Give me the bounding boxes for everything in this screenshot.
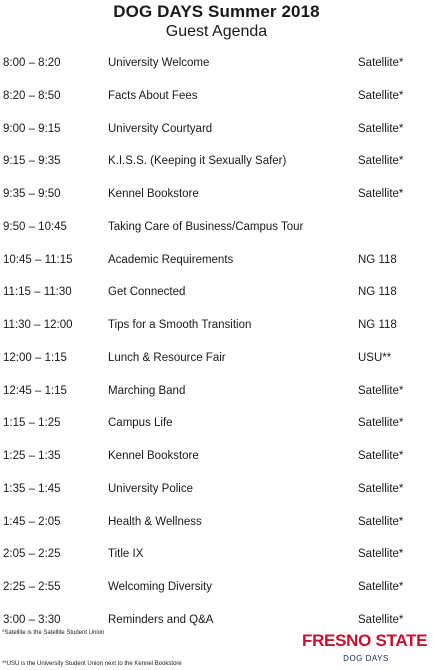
agenda-title: DOG DAYS Summer 2018 (113, 2, 320, 21)
agenda-location: Satellite* (358, 188, 404, 200)
fresno-state-logo (302, 632, 432, 668)
agenda-row (0, 348, 433, 368)
agenda-location: Satellite* (358, 515, 404, 528)
agenda-time: 9:50 – 10:45 (3, 220, 67, 233)
agenda-session: University Welcome (108, 57, 210, 69)
agenda-location: Satellite* (358, 57, 404, 69)
agenda-row (0, 282, 433, 302)
agenda-location: Satellite* (358, 417, 404, 430)
agenda-row (0, 544, 433, 564)
agenda-session: Health & Wellness (108, 515, 202, 528)
agenda-session: K.I.S.S. (Keeping it Sexually Safer) (108, 155, 287, 168)
agenda-location: NG 118 (358, 253, 397, 266)
agenda-session: Facts About Fees (108, 89, 198, 102)
agenda-session: Welcoming Diversity (108, 581, 212, 593)
agenda-location: Satellite* (358, 384, 404, 397)
agenda-time: 10:45 – 11:15 (3, 253, 73, 266)
agenda-row (0, 119, 433, 139)
agenda-location: Satellite* (358, 155, 404, 168)
agenda-session: University Courtyard (108, 122, 213, 135)
agenda-row (0, 151, 433, 171)
agenda-session: Title IX (108, 548, 144, 561)
agenda-time: 1:45 – 2:05 (3, 515, 61, 528)
agenda-time: 9:15 – 9:35 (3, 155, 61, 168)
agenda-row (0, 446, 433, 466)
agenda-row (0, 577, 433, 597)
agenda-session: Kennel Bookstore (108, 450, 199, 462)
agenda-subtitle: Guest Agenda (165, 23, 268, 40)
agenda-row (0, 250, 433, 270)
agenda-session: Academic Requirements (108, 253, 234, 266)
agenda-session: Marching Band (108, 384, 186, 397)
agenda-session: Campus Life (108, 417, 173, 430)
agenda-row (0, 512, 433, 532)
agenda-row (0, 479, 433, 499)
agenda-time: 9:35 – 9:50 (3, 188, 61, 200)
agenda-row (0, 413, 433, 433)
agenda-time: 3:00 – 3:30 (3, 613, 61, 626)
agenda-location: Satellite* (358, 581, 404, 593)
agenda-location: Satellite* (358, 482, 404, 495)
agenda-row (0, 184, 433, 204)
agenda-time: 1:25 – 1:35 (3, 450, 61, 462)
agenda-time: 8:20 – 8:50 (3, 89, 61, 102)
agenda-location: Satellite* (358, 613, 404, 626)
agenda-time: 1:35 – 1:45 (3, 482, 61, 495)
agenda-location: NG 118 (358, 286, 397, 299)
agenda-time: 2:25 – 2:55 (3, 581, 61, 593)
agenda-row (0, 217, 433, 237)
footnote-usu: **USU is the University Student Union next to the Kennel Bookstore (2, 661, 182, 667)
agenda-location: NG 118 (358, 319, 397, 331)
logo-tagline: DOG DAYS (343, 654, 389, 663)
agenda-session: Get Connected (108, 286, 186, 299)
agenda-location: Satellite* (358, 122, 404, 135)
agenda-time: 12:45 – 1:15 (3, 384, 67, 397)
agenda-session: Reminders and Q&A (108, 613, 214, 626)
agenda-session: Tips for a Smooth Transition (108, 319, 252, 331)
agenda-time: 11:15 – 11:30 (3, 286, 72, 299)
agenda-time: 2:05 – 2:25 (3, 548, 61, 561)
agenda-time: 9:00 – 9:15 (3, 122, 61, 135)
agenda-location: Satellite* (358, 548, 404, 561)
agenda-row (0, 315, 433, 335)
agenda-session: University Police (108, 482, 193, 495)
footnote-satellite: *Satellite is the Satellite Student Union (2, 630, 105, 636)
agenda-row (0, 381, 433, 401)
agenda-session: Kennel Bookstore (108, 188, 199, 200)
agenda-row (0, 610, 433, 630)
agenda-location: Satellite* (358, 89, 404, 102)
agenda-time: 12:00 – 1:15 (3, 351, 67, 364)
agenda-session: Lunch & Resource Fair (108, 351, 226, 364)
agenda-time: 8:00 – 8:20 (3, 57, 61, 69)
agenda-row (0, 86, 433, 106)
agenda-location: USU** (358, 351, 392, 364)
agenda-location: Satellite* (358, 450, 404, 462)
logo-wordmark: FRESNO STATE (302, 631, 428, 650)
agenda-session: Taking Care of Business/Campus Tour (108, 220, 304, 233)
agenda-time: 11:30 – 12:00 (3, 319, 73, 331)
agenda-row (0, 53, 433, 73)
agenda-time: 1:15 – 1:25 (3, 417, 61, 430)
